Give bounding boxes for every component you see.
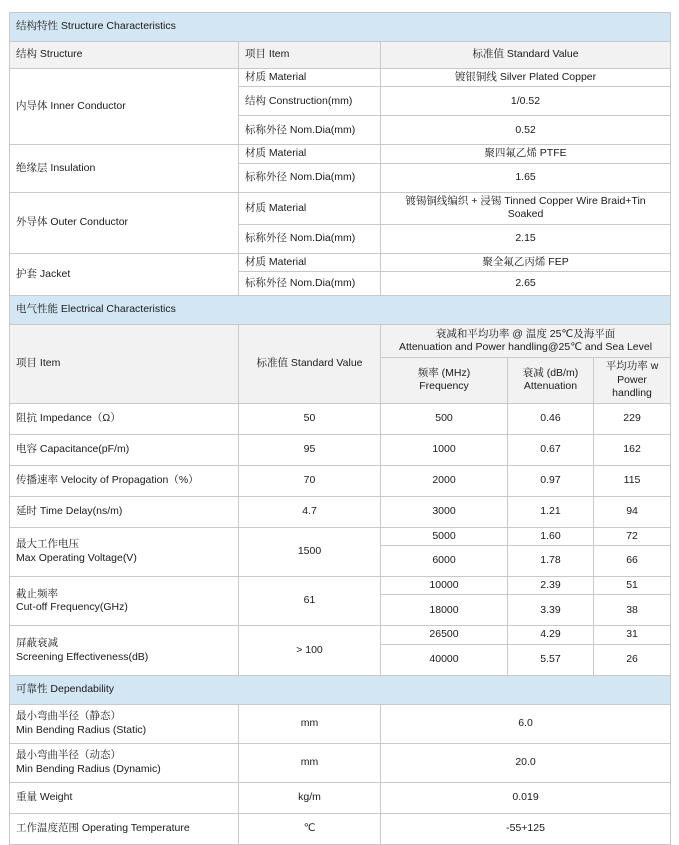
attenuation-value: 1.60 xyxy=(508,527,594,545)
power-value: 26 xyxy=(594,644,671,675)
dependability-value: 20.0 xyxy=(381,743,671,782)
table-row xyxy=(10,69,671,87)
colhead-item: 项目 Item xyxy=(239,42,381,69)
attenuation-value: 0.46 xyxy=(508,403,594,434)
dependability-value: 6.0 xyxy=(381,704,671,743)
dependability-unit: ℃ xyxy=(239,813,381,844)
colhead-frequency xyxy=(381,358,508,403)
power-value: 72 xyxy=(594,527,671,545)
attenuation-value: 1.78 xyxy=(508,545,594,576)
table-row xyxy=(10,434,671,465)
colhead-structure: 结构 Structure xyxy=(10,42,239,69)
frequency-value: 40000 xyxy=(381,644,508,675)
frequency-value: 26500 xyxy=(381,626,508,644)
dependability-unit: mm xyxy=(239,743,381,782)
attenuation-value: 0.67 xyxy=(508,434,594,465)
table-row xyxy=(10,704,671,743)
dependability-label-min-bend-dynamic xyxy=(10,743,239,782)
table-row xyxy=(10,253,671,271)
attenuation-value: 4.29 xyxy=(508,626,594,644)
item-label: 电容 Capacitance(pF/m) xyxy=(10,434,239,465)
frequency-value: 500 xyxy=(381,403,508,434)
power-value: 162 xyxy=(594,434,671,465)
power-value: 229 xyxy=(594,403,671,434)
item-value: 聚全氟乙丙烯 FEP xyxy=(381,253,671,271)
item-label: 材质 Material xyxy=(239,192,381,224)
column-header-row-electrical-top xyxy=(10,325,671,358)
item-label-screening-effectiveness xyxy=(10,626,239,675)
item-label: 标称外径 Nom.Dia(mm) xyxy=(239,272,381,296)
dependability-label-operating-temperature: 工作温度范围 Operating Temperature xyxy=(10,813,239,844)
dependability-label-line2: Min Bending Radius (Static) xyxy=(16,723,147,736)
dependability-unit: kg/m xyxy=(239,782,381,813)
dependability-label-line1: 最小弯曲半径（静态） xyxy=(16,710,121,723)
item-label: 材质 Material xyxy=(239,253,381,271)
dependability-unit: mm xyxy=(239,704,381,743)
frequency-value: 5000 xyxy=(381,527,508,545)
section-banner-dependability: 可靠性 Dependability xyxy=(10,675,671,704)
item-value: 1/0.52 xyxy=(381,87,671,116)
item-label-line2: Max Operating Voltage(V) xyxy=(16,551,137,564)
table-row xyxy=(10,743,671,782)
section-banner-structure: 结构特性 Structure Characteristics xyxy=(10,13,671,42)
group-label-outer-conductor: 外导体 Outer Conductor xyxy=(10,192,239,253)
dependability-value: 0.019 xyxy=(381,782,671,813)
item-value: 1500 xyxy=(239,527,381,576)
attenuation-label-cn: 衰减 (dB/m) xyxy=(522,366,579,379)
column-header-row-structure xyxy=(10,42,671,69)
table-row xyxy=(10,403,671,434)
power-label-en-2: handling xyxy=(612,387,652,400)
item-value: 镀锡铜线编织 + 浸锡 Tinned Copper Wire Braid+Tin Soaked xyxy=(381,192,671,224)
colhead-standard-value: 标准值 Standard Value xyxy=(239,325,381,403)
colhead-attenuation-group xyxy=(381,325,671,358)
power-value: 38 xyxy=(594,595,671,626)
colhead-standard-value: 标准值 Standard Value xyxy=(381,42,671,69)
item-value: 70 xyxy=(239,465,381,496)
power-value: 115 xyxy=(594,465,671,496)
frequency-value: 3000 xyxy=(381,496,508,527)
item-value: 0.52 xyxy=(381,116,671,145)
power-label-en-1: Power xyxy=(617,373,647,386)
item-label-max-operating-voltage xyxy=(10,527,239,576)
attenuation-value: 2.39 xyxy=(508,576,594,594)
item-value: 95 xyxy=(239,434,381,465)
section-banner-row-structure xyxy=(10,13,671,42)
item-label: 阻抗 Impedance（Ω） xyxy=(10,403,239,434)
item-label: 延时 Time Delay(ns/m) xyxy=(10,496,239,527)
colhead-power-handling xyxy=(594,358,671,403)
table-row xyxy=(10,465,671,496)
item-label: 材质 Material xyxy=(239,69,381,87)
item-value: 50 xyxy=(239,403,381,434)
item-value: 2.15 xyxy=(381,224,671,253)
dependability-label-weight: 重量 Weight xyxy=(10,782,239,813)
colhead-item: 项目 Item xyxy=(10,325,239,403)
item-value: 1.65 xyxy=(381,163,671,192)
item-label: 材质 Material xyxy=(239,145,381,163)
item-label: 传播速率 Velocity of Propagation（%） xyxy=(10,465,239,496)
section-banner-electrical: 电气性能 Electrical Characteristics xyxy=(10,296,671,325)
item-value: 镀银铜线 Silver Plated Copper xyxy=(381,69,671,87)
attenuation-value: 3.39 xyxy=(508,595,594,626)
frequency-value: 6000 xyxy=(381,545,508,576)
power-value: 31 xyxy=(594,626,671,644)
power-value: 51 xyxy=(594,576,671,594)
dependability-label-line1: 最小弯曲半径（动态） xyxy=(16,749,121,762)
item-label-cutoff-frequency xyxy=(10,576,239,625)
item-label-line1: 最大工作电压 xyxy=(16,538,79,551)
table-row xyxy=(10,145,671,163)
item-label: 标称外径 Nom.Dia(mm) xyxy=(239,224,381,253)
dependability-label-line2: Min Bending Radius (Dynamic) xyxy=(16,762,161,775)
item-label-line1: 屏蔽衰减 xyxy=(16,637,58,650)
frequency-value: 1000 xyxy=(381,434,508,465)
table-row xyxy=(10,192,671,224)
item-label-line2: Screening Effectiveness(dB) xyxy=(16,650,149,663)
table-row xyxy=(10,626,671,644)
item-value: 2.65 xyxy=(381,272,671,296)
attenuation-label-en: Attenuation xyxy=(523,380,578,393)
table-row xyxy=(10,813,671,844)
item-value: 61 xyxy=(239,576,381,625)
attenuation-value: 0.97 xyxy=(508,465,594,496)
frequency-value: 2000 xyxy=(381,465,508,496)
specification-table xyxy=(9,12,671,845)
colhead-attenuation xyxy=(508,358,594,403)
table-row xyxy=(10,782,671,813)
item-label-line2: Cut-off Frequency(GHz) xyxy=(16,601,128,614)
power-value: 94 xyxy=(594,496,671,527)
section-banner-row-dependability xyxy=(10,675,671,704)
group-label-insulation: 绝缘层 Insulation xyxy=(10,145,239,192)
item-label: 结构 Construction(mm) xyxy=(239,87,381,116)
dependability-label-min-bend-static xyxy=(10,704,239,743)
frequency-label-en: Frequency xyxy=(419,380,469,393)
table-body xyxy=(10,13,671,845)
table-row xyxy=(10,496,671,527)
dependability-value: -55+125 xyxy=(381,813,671,844)
attenuation-value: 1.21 xyxy=(508,496,594,527)
group-label-inner-conductor: 内导体 Inner Conductor xyxy=(10,69,239,145)
attenuation-group-label-cn: 衰减和平均功率 @ 温度 25℃及海平面 xyxy=(435,327,616,340)
item-value: > 100 xyxy=(239,626,381,675)
item-label: 标称外径 Nom.Dia(mm) xyxy=(239,163,381,192)
group-label-jacket: 护套 Jacket xyxy=(10,253,239,295)
attenuation-value: 5.57 xyxy=(508,644,594,675)
power-value: 66 xyxy=(594,545,671,576)
item-label: 标称外径 Nom.Dia(mm) xyxy=(239,116,381,145)
frequency-value: 10000 xyxy=(381,576,508,594)
item-value: 4.7 xyxy=(239,496,381,527)
frequency-label-cn: 频率 (MHz) xyxy=(417,366,471,379)
item-label-line1: 截止频率 xyxy=(16,587,58,600)
table-row xyxy=(10,576,671,594)
section-banner-row-electrical xyxy=(10,296,671,325)
power-label-cn: 平均功率 w xyxy=(605,360,659,373)
table-row xyxy=(10,527,671,545)
item-value: 聚四氟乙烯 PTFE xyxy=(381,145,671,163)
attenuation-group-label-en: Attenuation and Power handling@25℃ and Sea Level xyxy=(399,341,653,354)
frequency-value: 18000 xyxy=(381,595,508,626)
